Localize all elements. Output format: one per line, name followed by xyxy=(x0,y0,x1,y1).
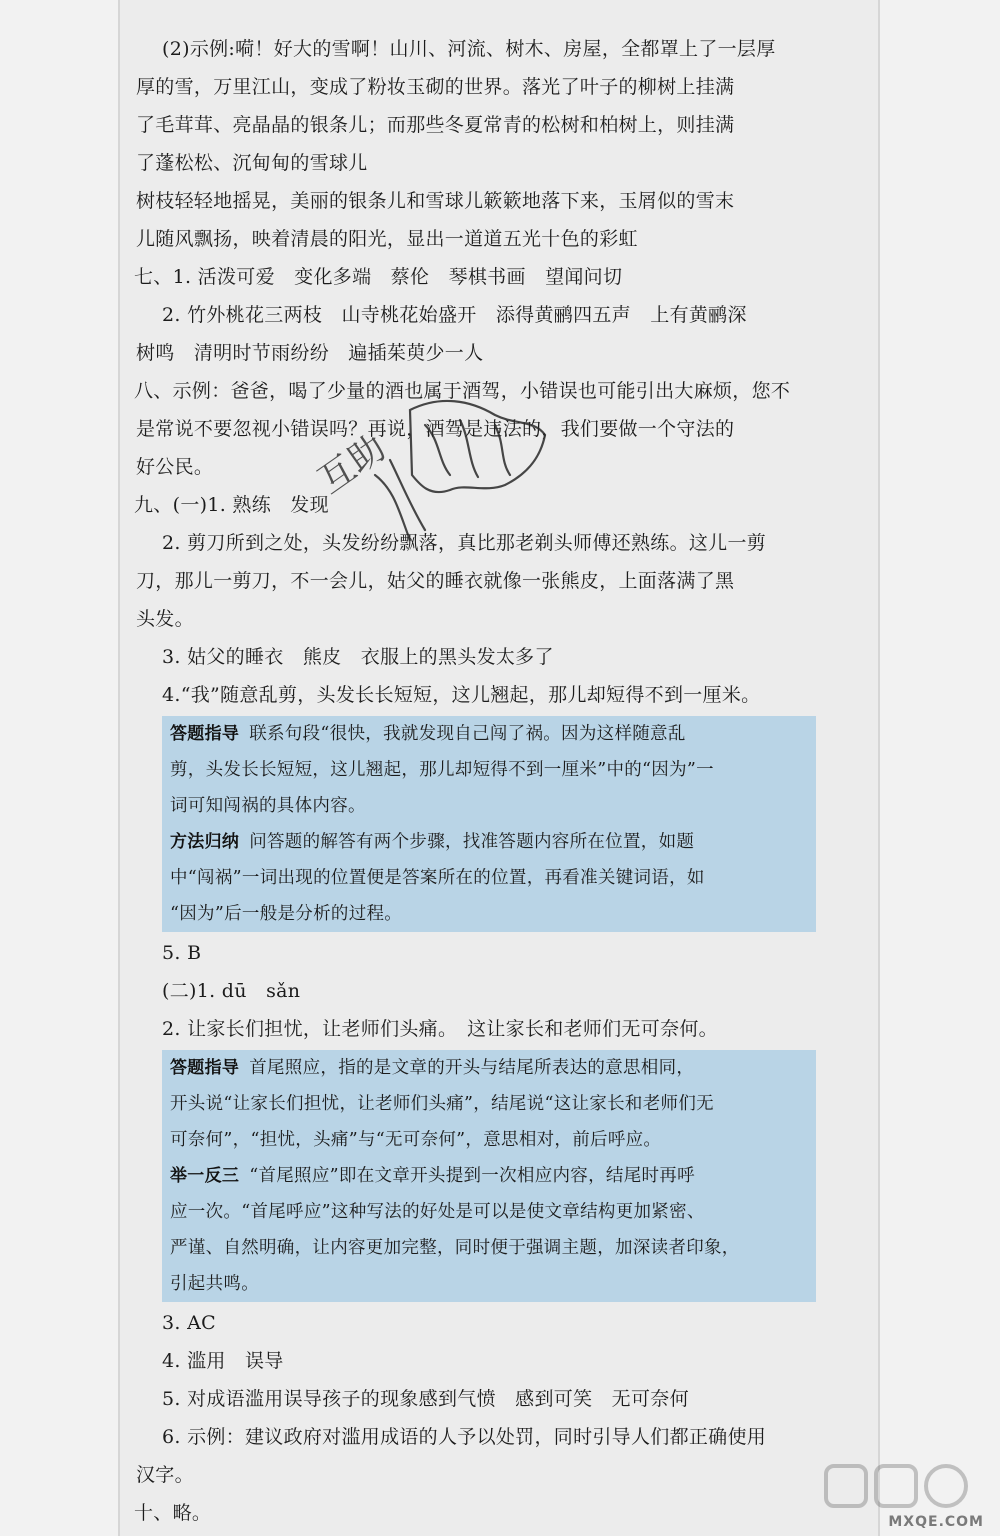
text-line: 儿随风飘扬，映着清晨的阳光，显出一道道五光十色的彩虹 xyxy=(136,228,638,250)
text-line: 厚的雪，万里江山，变成了粉妆玉砌的世界。落光了叶子的柳树上挂满 xyxy=(136,76,735,98)
box-text: 引起共鸣。 xyxy=(170,1274,259,1294)
section-9b-item-3: 3. AC xyxy=(162,1312,216,1334)
box-tag: 举一反三 xyxy=(170,1166,240,1186)
text-line: 树枝轻轻地摇晃，美丽的银条儿和雪球儿簌簌地落下来，玉屑似的雪末 xyxy=(136,190,735,212)
answer-document xyxy=(136,30,816,1532)
section-9-item-1: 九、(一)1. 熟练 发现 xyxy=(134,494,329,516)
box-text: 中“闯祸”一词出现的位置便是答案所在的位置，再看准关键词语，如 xyxy=(170,868,705,888)
text-line: 了毛茸茸、亮晶晶的银条儿；而那些冬夏常青的松树和柏树上，则挂满 xyxy=(136,114,735,136)
section-9-item-4: 4.“我”随意乱剪，头发长长短短，这儿翘起，那儿却短得不到一厘米。 xyxy=(162,684,761,706)
box-tag: 答题指导 xyxy=(170,1058,240,1078)
box-text: 首尾照应，指的是文章的开头与结尾所表达的意思相同， xyxy=(249,1058,695,1078)
text-line: 汉字。 xyxy=(136,1464,194,1486)
stamp-text: 互助 xyxy=(310,427,394,503)
section-9-item-2: 2. 剪刀所到之处，头发纷纷飘落，真比那老剃头师傅还熟练。这儿一剪 xyxy=(162,532,767,554)
section-9b-item-6: 6. 示例：建议政府对滥用成语的人予以处罚，同时引导人们都正确使用 xyxy=(162,1426,767,1448)
text-line: 好公民。 xyxy=(136,456,214,478)
box-text: “首尾照应”即在文章开头提到一次相应内容，结尾时再呼 xyxy=(249,1166,695,1186)
box-text: 可奈何”，“担忧，头痛”与“无可奈何”，意思相对，前后呼应。 xyxy=(170,1130,662,1150)
section-9-item-3: 3. 姑父的睡衣 熊皮 衣服上的黑头发太多了 xyxy=(162,646,554,668)
box-text: 应一次。“首尾呼应”这种写法的好处是可以是使文章结构更加紧密、 xyxy=(170,1202,705,1222)
explanation-box xyxy=(162,716,816,932)
text-line: 刀，那儿一剪刀，不一会儿，姑父的睡衣就像一张熊皮，上面落满了黑 xyxy=(136,570,735,592)
section-8: 八、示例：爸爸，喝了少量的酒也属于酒驾，小错误也可能引出大麻烦，您不 xyxy=(134,380,791,402)
explanation-box xyxy=(162,1050,816,1302)
box-text: 严谨、自然明确，让内容更加完整，同时便于强调主题，加深读者印象， xyxy=(170,1238,740,1258)
box-text: 剪，头发长长短短，这儿翘起，那儿却短得不到一厘米”中的“因为”一 xyxy=(170,760,714,780)
text-line: 头发。 xyxy=(136,608,194,630)
box-text: “因为”后一般是分析的过程。 xyxy=(170,904,403,924)
box-text: 问答题的解答有两个步骤，找准答题内容所在位置，如题 xyxy=(249,832,695,852)
box-tag: 方法归纳 xyxy=(170,832,240,852)
box-text: 联系句段“很快，我就发现自己闯了祸。因为这样随意乱 xyxy=(249,724,686,744)
box-tag: 答题指导 xyxy=(170,724,240,744)
text-line: (2)示例:嗬！好大的雪啊！山川、河流、树木、房屋，全都罩上了一层厚 xyxy=(162,38,776,60)
watermark-text: MXQE.COM xyxy=(888,1514,984,1530)
section-7-item-2: 2. 竹外桃花三两枝 山寺桃花始盛开 添得黄鹂四五声 上有黄鹂深 xyxy=(162,304,747,326)
box-text: 词可知闯祸的具体内容。 xyxy=(170,796,366,816)
section-9b-item-5: 5. 对成语滥用误导孩子的现象感到气愤 感到可笑 无可奈何 xyxy=(162,1388,689,1410)
box-text: 开头说“让家长们担忧，让老师们头痛”，结尾说“这让家长和老师们无 xyxy=(170,1094,714,1114)
section-10: 十、略。 xyxy=(134,1502,212,1524)
section-9b-item-1: (二)1. dū sǎn xyxy=(162,980,301,1002)
section-9b-item-4: 4. 滥用 误导 xyxy=(162,1350,284,1372)
text-line: 树鸣 清明时节雨纷纷 遍插茱萸少一人 xyxy=(136,342,484,364)
section-7-item-1: 七、1. 活泼可爱 变化多端 蔡伦 琴棋书画 望闻问切 xyxy=(134,266,623,288)
text-line: 了蓬松松、沉甸甸的雪球儿 xyxy=(136,152,368,174)
section-9b-item-2: 2. 让家长们担忧，让老师们头痛。 这让家长和老师们无可奈何。 xyxy=(162,1018,718,1040)
text-line: 是常说不要忽视小错误吗？再说，酒驾是违法的，我们要做一个守法的 xyxy=(136,418,735,440)
section-9-item-5: 5. B xyxy=(162,942,202,964)
